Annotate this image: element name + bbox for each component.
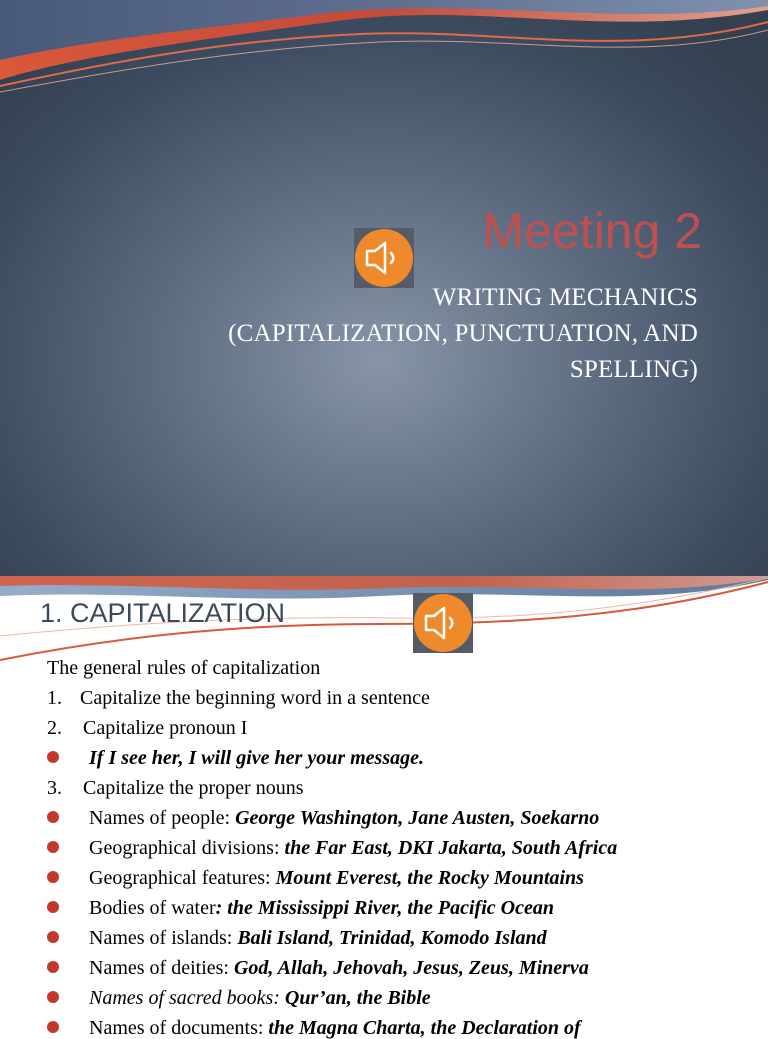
item-label: Names of deities: bbox=[89, 957, 234, 979]
intro-text: The general rules of capitalization bbox=[47, 657, 321, 679]
item-examples: Mount Everest, the Rocky Mountains bbox=[275, 867, 584, 889]
rule-text: Capitalize the proper nouns bbox=[83, 777, 304, 799]
item-label: Names of islands: bbox=[89, 927, 238, 949]
audio-button[interactable] bbox=[354, 228, 414, 288]
item-label: Bodies of water bbox=[89, 897, 216, 919]
rule-text: Capitalize pronoun I bbox=[83, 717, 248, 739]
speaker-icon bbox=[413, 593, 473, 653]
rule-number: 1. bbox=[47, 687, 62, 709]
audio-button[interactable] bbox=[413, 593, 473, 653]
decorative-wave bbox=[0, 0, 768, 110]
bullet-icon bbox=[47, 751, 59, 763]
bullet-icon bbox=[47, 1021, 59, 1033]
bullet-icon bbox=[47, 811, 59, 823]
item-examples: Bali Island, Trinidad, Komodo Island bbox=[237, 927, 547, 949]
item-label: Geographical divisions: bbox=[89, 837, 285, 859]
item-label: Geographical features: bbox=[89, 867, 276, 889]
rule-number: 2. bbox=[47, 717, 62, 739]
bullet-icon bbox=[47, 901, 59, 913]
item-examples: : the Mississippi River, the Pacific Ocean bbox=[215, 897, 554, 919]
subtitle-line: SPELLING) bbox=[569, 356, 698, 383]
bullet-icon bbox=[47, 841, 59, 853]
example-text: If I see her, I will give her your message. bbox=[89, 747, 424, 769]
slide-subtitle bbox=[98, 280, 698, 388]
item-examples: the Magna Charta, the Declaration of bbox=[268, 1017, 581, 1039]
rule-text: Capitalize the beginning word in a sentence bbox=[80, 687, 430, 709]
item-label: Names of sacred books: bbox=[89, 987, 285, 1009]
slide-title: 1. CAPITALIZATION bbox=[40, 598, 286, 628]
subtitle-line: (CAPITALIZATION, PUNCTUATION, AND bbox=[228, 320, 698, 347]
item-label: Names of documents: bbox=[89, 1017, 269, 1039]
item-label: Names of people: bbox=[89, 807, 236, 829]
item-examples: George Washington, Jane Austen, Soekarno bbox=[235, 807, 600, 829]
subtitle-line: WRITING MECHANICS bbox=[432, 284, 698, 311]
speaker-icon bbox=[354, 228, 414, 288]
rule-number: 3. bbox=[47, 777, 62, 799]
bullet-icon bbox=[47, 991, 59, 1003]
item-examples: God, Allah, Jehovah, Jesus, Zeus, Minerva bbox=[233, 957, 589, 979]
bullet-icon bbox=[47, 871, 59, 883]
bullet-icon bbox=[47, 961, 59, 973]
slide-title: Meeting 2 bbox=[482, 203, 702, 259]
bullet-icon bbox=[47, 931, 59, 943]
content-slide bbox=[0, 576, 768, 1039]
item-examples: Qur’an, the Bible bbox=[284, 987, 431, 1009]
item-examples: the Far East, DKI Jakarta, South Africa bbox=[284, 837, 618, 859]
